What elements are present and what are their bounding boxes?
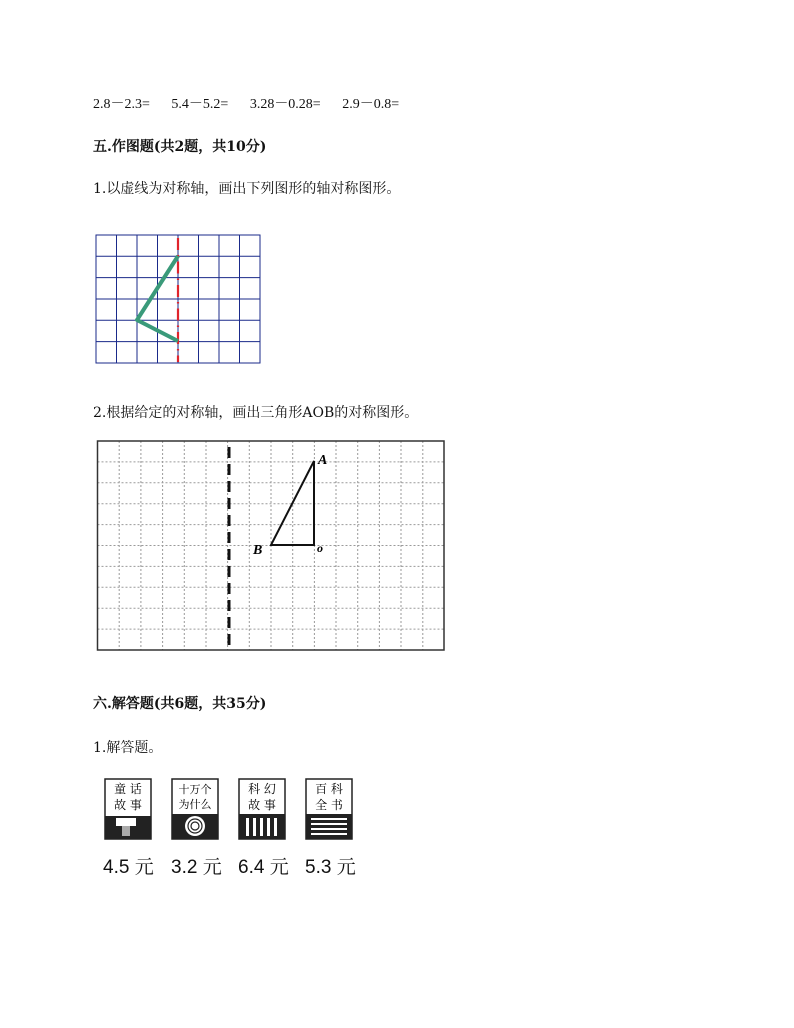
svg-text:科 幻: 科 幻: [248, 782, 276, 796]
equation-3: 3.28－0.28=: [249, 97, 321, 112]
label-b: B: [253, 543, 263, 558]
book-hundred-thousand-whys: [171, 778, 219, 840]
book-fairy-tales: [104, 778, 152, 840]
label-o: o: [317, 541, 323, 555]
book-science-fiction: [238, 778, 286, 840]
book-encyclopedia: [305, 778, 353, 840]
equation-1: 2.8－2.3=: [93, 97, 150, 112]
section-5-question-2: 2.根据给定的对称轴，画出三角形AOB的对称图形。: [93, 405, 419, 421]
price-fairy-tales: 4.5 元: [103, 857, 154, 878]
symmetry-grid-2: [96, 439, 446, 653]
section-6-question-1: 1.解答题。: [93, 740, 163, 756]
book-cover-icon: [305, 778, 353, 840]
label-a: A: [318, 453, 328, 468]
price-science-fiction: 6.4 元: [238, 857, 289, 878]
svg-text:故 事: 故 事: [114, 798, 142, 812]
section-6-title: 六.解答题(共6题，共35分): [93, 696, 267, 712]
svg-text:童 话: 童 话: [114, 782, 142, 796]
equation-2: 5.4－5.2=: [171, 97, 229, 112]
section-5-title: 五.作图题(共2题，共10分): [93, 139, 267, 155]
svg-text:全 书: 全 书: [315, 798, 343, 812]
price-encyclopedia: 5.3 元: [305, 857, 356, 878]
book-cover-icon: [171, 778, 219, 840]
svg-text:为什么: 为什么: [178, 798, 212, 811]
symmetry-grid-1: [95, 234, 263, 366]
svg-text:十万个: 十万个: [178, 783, 212, 796]
svg-text:故 事: 故 事: [248, 798, 276, 812]
equation-4: 2.9－0.8=: [342, 97, 400, 112]
section-5-question-1: 1.以虚线为对称轴，画出下列图形的轴对称图形。: [93, 181, 401, 197]
svg-text:百 科: 百 科: [315, 782, 343, 796]
book-cover-icon: [238, 778, 286, 840]
equation-line: [93, 93, 417, 113]
price-hundred-thousand-whys: 3.2 元: [171, 857, 222, 878]
book-cover-icon: [104, 778, 152, 840]
